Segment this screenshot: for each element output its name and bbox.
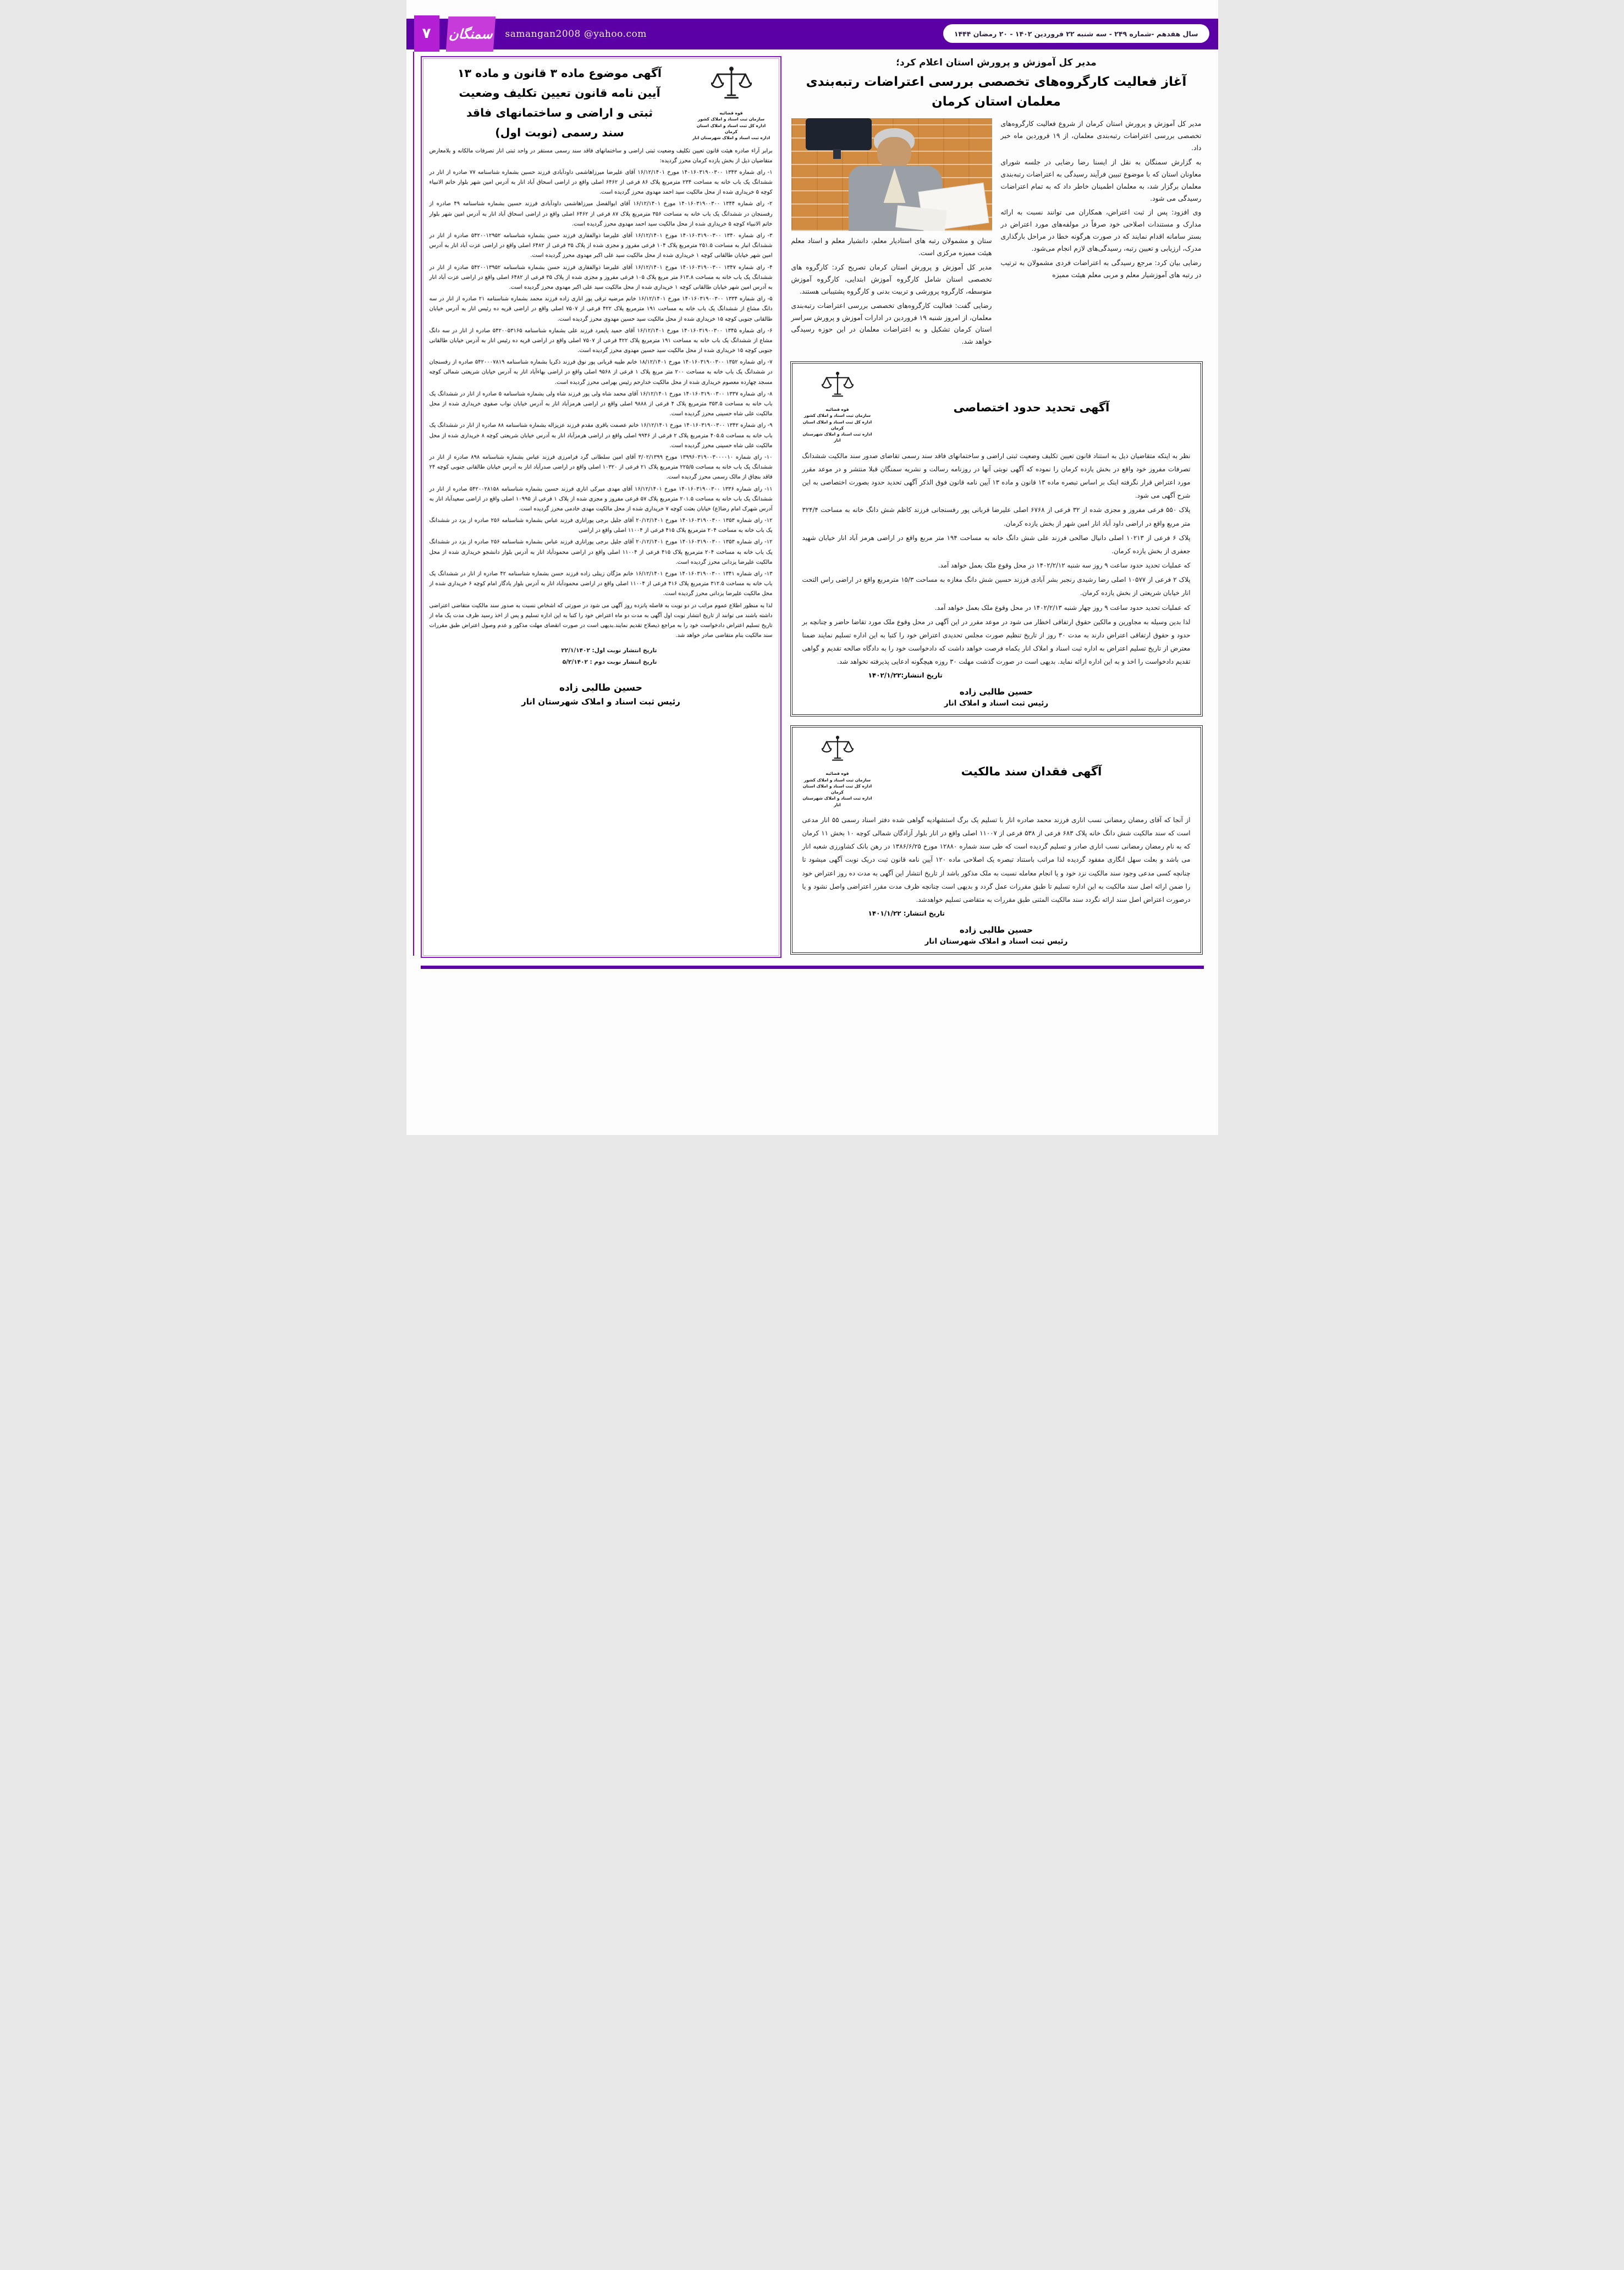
notice-body — [430, 146, 773, 669]
newspaper-page — [406, 0, 1218, 1135]
justice-logo-block — [802, 735, 873, 808]
publication-dates — [430, 645, 773, 668]
notice-item: ۱۳- رای شماره ۱۳۴۱ ۱۴۰۱۶۰۳۱۹۰۰۳۰۰ مورخ ۱۶/۱۲/۱۴۰۱ خانم مژگان زینلی زاده فرزند حسن بشماره شناسنامه ۴۲ صادره از انار در ششدانگ یک باب خانه به مساحت ۳۱۲.۵ مترمربع پلاک ۴۱۶ فرعی از ۱۱۰۰۴ اصلی واقع در اراضی محمودآباد انار به آدرس بلوار یادگار امام کوچه ۶ خریداری شده از محل مالکیت علیرضا یزدانی محرز گردیده است. — [429, 571, 773, 597]
notice-item: ۳- رای شماره ۱۳۴۰ ۱۴۰۱۶۰۳۱۹۰۰۳۰۰ مورخ ۱۶/۱۲/۱۴۰۱ آقای علیرضا ذوالفقاری فرزند حسن بشماره شناسنامه ۵۴۲۰۰۱۲۹۵۲ صادره از انار در ششدانگ انبار به مساحت ۲۵۱.۵ مترمربع پلاک ۱۰۴ فرعی مفروز و مجزی شده از پلاک ۳۵ فرعی از ۶۴۸۲ اصلی واقع در اراضی عزت آباد انار به آدرس امین شهر خیابان طالقانی کوچه ۱ خریداری شده از محل مالکیت سید علی اکبر مهدوی محرز گردیده است. — [429, 233, 773, 259]
notice-madde3 — [421, 56, 781, 958]
footer-rule — [421, 966, 1204, 969]
authority-line: سازمان ثبت اسناد و املاک کشور — [803, 413, 871, 418]
page-number-badge — [414, 15, 439, 52]
article-paragraph: رضایی گفت: فعالیت کارگروه‌های تخصصی بررسی اعتراضات رتبه‌بندی معلمان، از امروز شنبه ۱۹ فروردین در ادارات آموزش و پرورش سراسر استان کرمان تشکیل و به اعتراضات معلمان در این حوزه رسیدگی خواهد شد. — [791, 301, 992, 346]
authority-lines — [802, 770, 873, 808]
justice-logo-block — [802, 371, 873, 444]
notice-title-line: آگهی موضوع ماده ۳ قانون و ماده ۱۳ — [458, 67, 662, 80]
signature-name: حسین طالبی زاده — [959, 687, 1033, 697]
notice-title-line: ثبتی و اراضی و ساختمانهای فاقد — [466, 106, 653, 119]
signature-name: حسین طالبی زاده — [559, 682, 642, 694]
brand-name: سمنگان — [448, 26, 493, 42]
justice-logo-block — [690, 64, 773, 143]
publication-date: تاریخ انتشار:۱۴۰۲/۱/۲۲ — [868, 671, 943, 680]
notice-paragraph: لذا بدین وسیله به مجاورین و مالکین حقوق ارتفاقی اخطار می شود در موعد مقرر در این آگهی در محل وقوع ملک مورد تقاضا حاضر و چنانچه بر حدود و حقوق ارتفاقی اعتراض دارند به مدت ۳۰ روز از تاریخ تنظیم صورت مجلس تحدیدی اعتراض خود را کتبا به این اداره تسلیم نمایند ضمنا معترض از تاریخ تسلیم اعتراض به اداره ثبت اسناد و املاک انار یکماه فرصت خواهد داشت که دادخواست خود را به دادگاه صالحه تقدیم و گواهی تقدیم دادخواست را اخذ و به این اداره ارائه نماید. بدیهی است در صورت گذشت مهلت ۳۰ روزه هیچگونه ادعایی پذیرفته نخواهد شد. — [802, 618, 1191, 666]
header-bar — [406, 19, 1218, 49]
article-column-right — [1001, 118, 1202, 350]
notice-paragraph: که عملیات تحدید حدود ساعت ۹ روز چهار شنبه ۱۴۰۲/۲/۱۳ در محل وقوع ملک بعمل خواهد آمد. — [934, 603, 1191, 611]
authority-lines — [690, 110, 773, 141]
notice-header — [802, 371, 1191, 444]
authority-line: قوه قضائیه — [825, 771, 849, 776]
notice-tahdid-hodud — [790, 361, 1203, 717]
notice-title — [430, 64, 690, 143]
notice-item: ۴- رای شماره ۱۳۴۷ ۱۴۰۱۶۰۳۱۹۰۰۳۰۰ مورخ ۱۶/۱۲/۱۴۰۱ آقای علیرضا ذوالفقاری فرزند حسن بشماره شناسنامه ۵۴۲۰۰۱۳۹۵۲ صادره از انار در ششدانگ یک باب خانه به مساحت ۶۱۳.۸ متر مربع پلاک ۱۰۵ فرعی مفروز و مجزی شده از پلاک ۳۵ فرعی از ۶۴۸۲ اصلی واقع در اراضی عزت آباد انار به آدرس امین شهر خیابان طالقانی کوچه ۱ خریداری شده از محل مالکیت سید علی اکبر مهدوی محرز گردیده است. — [429, 264, 773, 290]
notice-body — [802, 449, 1191, 669]
notice-item: ۱۰- رای شماره ۱۳۹۹۶۰۳۱۹۰۰۳۰۰۰۰۱۰ مورخ ۳/۰۲/۱۳۹۹ آقای امین سلطانی گرد فرامرزی فرزند عباس بشماره شناسنامه ۸۹۸ صادره از انار در ششدانگ یک باب خانه به مساحت ۲۲۵/۵ مترمربع پلاک ۲۱ فرعی از ۱۰۳۲۰ اصلی واقع در اراضی صدرآباد انار به آدرس خیابان طالقانی جنوبی کوچه ۲۴ فاقد بنچاق از مالک رسمی محرز گردیده است. — [429, 454, 773, 481]
notice-title: آگهی فقدان سند مالکیت — [961, 765, 1102, 779]
notice-header — [802, 735, 1191, 808]
notice-item: ۱- رای شماره ۱۳۴۳ ۱۴۰۱۶۰۳۱۹۰۰۳۰۰ مورخ ۱۶/۱۲/۱۴۰۱ آقای علیرضا میرزاهاشمی داودآبادی فرزند حسین بشماره شناسنامه ۷۷ صادره از انار در ششدانگ یک باب خانه به مساحت ۲۳۴ مترمربع پلاک ۸۶ فرعی از ۶۴۶۲ اصلی واقع در اراضی اسحاق آباد انار به آدرس امین شهر بلوار خاتم الانبیاء کوچه ۵ خریداری شده از محل مالکیت سید احمد مهدوی محرز گردیده است. — [429, 169, 773, 196]
authority-lines — [802, 406, 873, 444]
monitor-shape — [806, 118, 872, 150]
article-paragraph: وی افزود: پس از ثبت اعتراض، همکاران می توانند نسبت به ارائه مدارک و مستندات اصلاحی خود صرفاً در مولفه‌های مورد اعتراض در بستر سامانه اقدام نمایند که در صورت هرگونه خطا در مراحل بارگذاری مدرک، ارزیابی و تعیین رتبه، رسیدگی‌های لازم انجام می‌شود. — [1000, 208, 1202, 253]
page-content — [406, 49, 1218, 958]
news-article — [789, 56, 1204, 356]
notice-item: ۷- رای شماره ۱۳۵۲ ۱۴۰۱۶۰۳۱۹۰۰۳۰۰ مورخ ۱۸/۱۲/۱۴۰۱ خانم طیبه قربانی پور نوق فرزند ذکریا بشماره شناسنامه ۵۴۲۰۰۰۷۸۱۹ صادره از رفسنجان در ششدانگ یک باب خانه به مساحت ۲۰۰ متر مربع پلاک ۱ فرعی از ۹۵۶۸ اصلی واقع در اراضی بهاءآباد انار به آدرس خیابان شریعتی شمالی کوچه مسجد چهارده معصوم خریداری شده از محل مالکیت خدارحم رئیس بهرامی محرز گردیده است. — [429, 359, 773, 385]
authority-line: اداره ثبت اسناد و املاک شهرستان انار — [692, 135, 770, 140]
notice-header — [430, 64, 773, 143]
notice-paragraph: پلاک ۲ فرعی از ۱۰۵۷۷ اصلی رضا رشیدی رنجبر بشر آبادی فرزند حسین شش دانگ مغازه به مساحت ۱۵/۳ مترمربع واقع در اراضی راس التحت انار خیابان شریعتی از بخش یازده کرمان. — [802, 576, 1191, 597]
notice-paragraph: نظر به اینکه متقاضیان ذیل به استناد قانون تعیین تکلیف وضعیت ثبتی اراضی و ساختمانهای فاقد سند رسمی تقاضای صدور سند مالکیت ششدانگ تصرفات مفروز خود واقع در بخش یازده کرمان را نموده که آگهی نوبتی آنها در روزنامه رسالت و نشریه سمنگان قبلا منتشر و در موعد مقرر مورد اعتراض قرار نگرفته اینک بر اساس تبصره ماده ۱۳ قانون و ماده ۱۳ آیین نامه قانون فوق الذکر آگهی تحدید حدود بصورت اختصاصی به این شرح آگهی می شود. — [802, 451, 1191, 500]
contact-email: samangan2008 @yahoo.com — [505, 29, 647, 40]
page-number: ۷ — [422, 25, 431, 42]
authority-line: قوه قضائیه — [825, 407, 849, 412]
notice-paragraph: که عملیات تحدید حدود ساعت ۹ روز سه شنبه ۱۴۰۲/۲/۱۲ در محل وقوع ملک بعمل خواهد آمد. — [938, 561, 1191, 570]
newspaper-logo — [445, 16, 495, 52]
article-kicker: مدیر کل آموزش و پرورش استان اعلام کرد؛ — [896, 57, 1097, 68]
notice-paragraph: از آنجا که آقای رمضان رمضانی نسب اناری فرزند محمد صادره انار با تسلیم یک برگ استشهادیه گواهی شده دفتر اسناد رسمی ۵۵ انار مدعی است که سند مالکیت شش دانگ خانه پلاک ۶۸۳ فرعی از ۵۳۸ فرعی از ۱۱۰۰۷ اصلی واقع در انار بلوار آزادگان شمالی کوچه ۱۰ بخش ۱۱ کرمان که به نام رمضان رمضانی نسب اناری صادر و تسلیم گردیده است که طی سند شماره ۱۲۸۸۰ مورخ ۱۳۸۶/۶/۲۵ در رهن بانک کشاورزی شعبه انار می باشد و بعلت سهل انگاری مفقود گردیده لذا مراتب باستناد تبصره یک اصلاحی ماده ۱۲۰ آیین نامه قانون ثبت دریک نوبت آگهی میشود تا چنانچه کسی مدعی وجود سند مالکیت نزد خود و یا انجام معامله نسبت به ملک مذکور باشد از تاریخ انتشار این آگهی به مدت ده روز اعتراض خود را ضمن ارائه اصل سند مالکیت به این اداره تسلیم تا طبق مقررات عمل گردد و بدیهی است چنانچه ظرف مدت مقرر اعتراضی واصل نشود و یا درصورت اعتراض اصل سند ارائه نگردد سند مالکیت المثنی طبق مقررات به متقاضی تسلیم خواهدشد. — [802, 816, 1191, 903]
article-paragraph: مدیر کل آموزش و پرورش استان کرمان از شروع فعالیت کارگروه‌های تخصصی بررسی اعتراضات رتبه‌بندی معلمان، از ۱۹ فروردین ماه خبر داد. — [1000, 120, 1202, 152]
notice-title-line: سند رسمی (نوبت اول) — [495, 125, 624, 139]
article-paragraph: رضایی بیان کرد: مرجع رسیدگی به اعتراضات فردی مشمولان به ترتیب در رتبه های آموزشیار معلم و مربی معلم هیئت ممیزه — [1000, 258, 1202, 279]
notice-item: ۱۲- رای شماره ۱۳۵۳ ۱۴۰۱۶۰۳۱۹۰۰۳۰۰ مورخ ۲۰/۱۲/۱۴۰۱ آقای جلیل برجی پوراناری فرزند عباس بشماره شناسنامه ۲۵۶ صادره از یزد در ششدانگ یک باب خانه به مساحت ۲۰۴ مترمربع پلاک ۴۱۵ فرعی از ۱۱۰۰۴ اصلی واقع در اراضی محمودآباد انار به آدرس بلوار دانشجو خریداری شده از محل مالکیت علیرضا یزدانی محرز گردیده است. — [429, 539, 773, 565]
article-column-left-text — [791, 235, 992, 348]
authority-line: اداره کل ثبت اسناد و املاک استان کرمان — [696, 123, 766, 134]
publication-date: تاریخ انتشار: ۱۴۰۱/۱/۲۲ — [868, 910, 945, 918]
notice-item: ۶- رای شماره ۱۳۴۵ ۱۴۰۱۶۰۳۱۹۰۰۳۰۰ مورخ ۱۶/۱۲/۱۴۰۱ آقای حمید پایمرد فرزند علی بشماره شناسنامه ۵۴۲۰۰۵۳۱۶۵ صادره از انار در سه دانگ مشاع از ششدانگ یک باب خانه به مساحت ۱۹۱ مترمربع پلاک ۴۲۲ فرعی از ۷۵۰۷ اصلی واقع در اراضی قریه ده رئیس انار به آدرس خیابان طالقانی جنوبی کوچه ۱۵ خریداری شده از محل مالکیت سید حسین مهدوی محرز گردیده است. — [429, 327, 773, 354]
signature-title: رئیس ثبت اسناد و املاک شهرستان انار — [521, 697, 680, 707]
article-column-left — [791, 118, 992, 350]
notice-title-line: آیین نامه قانون تعیین تکلیف وضعیت — [459, 86, 660, 100]
authority-line: سازمان ثبت اسناد و املاک کشور — [697, 117, 765, 122]
authority-line: اداره کل ثبت اسناد و املاک استان کرمان — [802, 419, 872, 431]
notice-item: ۱۲- رای شماره ۱۳۵۳ ۱۴۰۱۶۰۳۱۹۰۰۳۰۰ مورخ ۲۰/۱۲/۱۴۰۱ آقای جلیل برجی پوراناری فرزند عباس بشماره شناسنامه ۲۵۶ صادره از یزد در ششدانگ یک باب خانه به مساحت ۲۰۴ مترمربع پلاک ۴۱۵ فرعی از ۱۱۰۰۴ اصلی واقع در اراضی — [429, 517, 773, 534]
article-paragraph: مدیر کل آموزش و پرورش استان کرمان تصریح کرد: کارگروه های تخصصی استان شامل کارگروه آموزش ابتدایی، کارگروه آموزش متوسطه، کارگروه پرورشی و تربیت بدنی و کارگروه پشتیبانی هستند. — [791, 263, 992, 295]
paper-shape-2 — [895, 206, 947, 232]
authority-line: قوه قضائیه — [719, 111, 743, 115]
notice-paragraph: پلاک ۵۵۰ فرعی مفروز و مجزی شده از ۳۲ فرعی از ۶۷۶۸ اصلی علیرضا قربانی پور رفسنجانی فرزند کاظم شش دانگ خانه به مساحت ۳۲۴/۴ متر مربع واقع در اراضی داود آباد انار امین شهر از بخش یازده کرمان. — [802, 506, 1191, 527]
notice-closing: لذا به منظور اطلاع عموم مراتب در دو نوبت به فاصله پانزده روز آگهی می شود در صورتی که اشخاص نسبت به صدور سند مالکیت متقاضی اعتراضی داشته باشند می توانند از تاریخ انتشار نوبت اول آگهی به مدت دو ماه اعتراض خود را کتبا به این اداره تسلیم و پس از اخذ رسید ظرف مدت یک ماه از تاریخ تسلیم اعتراض دادخواست خود را به مراجع ذیصلاح تقدیم نمایند.بدیهی است در صورت انقضای مهلت مذکور و عدم وصول اعتراض طبق مقررات سند مالکیت بنام متقاضی صادر خواهد شد. — [429, 602, 773, 639]
notice-title: آگهی تحدید حدود اختصاصی — [953, 400, 1110, 414]
justice-scales-icon — [711, 66, 752, 107]
monitor-stand-shape — [833, 149, 841, 159]
notice-item: ۸- رای شماره ۱۳۳۷ ۱۴۰۱۶۰۳۱۹۰۰۳۰۰ مورخ ۱۶/۱۲/۱۴۰۱ آقای محمد شاه ولی پور فرزند شاه ولی بشماره شناسنامه ۵ صادره از انار در ششدانگ یک باب خانه به مساحت ۳۵۳.۵ مترمربع پلاک ۴ فرعی از ۹۸۸۸ اصلی واقع در اراضی هرمزآباد انار به آدرس خیابان نواب صفوی خریداری شده از محل مالکیت علی شاه حسینی محرز گردیده است. — [429, 390, 773, 417]
signature-block — [802, 687, 1191, 708]
article-paragraph: به گزارش سمنگان به نقل از ایسنا رضا رضایی در جلسه شورای معاونان استان که با موضوع تبیین فرآیند رسیدگی به اعتراضات رتبه‌بندی معلمان برگزار شد، به معلمان اطمینان خاطر داد که به تمام اعتراضات رسیدگی می شود. — [1000, 158, 1202, 202]
top-margin — [406, 0, 1218, 19]
issue-info-pill: سال هفدهم -شماره ۲۴۹ - سه شنبه ۲۲ فروردین ۱۴۰۲ - ۲۰ رمضان ۱۴۴۴ — [943, 24, 1209, 43]
notice-item: ۵- رای شماره ۱۳۳۴ ۱۴۰۱۶۰۳۱۹۰۰۳۰۰ مورخ ۱۶/۱۲/۱۴۰۱ خانم مرضیه ترقی پور اناری زاده فرزند محمد بشماره شناسنامه ۲۱ صادره از انار در سه دانگ مشاع از ششدانگ یک باب خانه به مساحت ۱۹۱ مترمربع پلاک ۴۲۲ فرعی از ۷۵۰۷ اصلی واقع در اراضی قریه ده رئیس انار به آدرس خیابان طالقانی جنوبی کوچه ۱۵ خریداری شده از محل مالکیت سید حسین مهدوی محرز گردیده است. — [429, 296, 773, 322]
notice-item: ۲- رای شماره ۱۳۴۴ ۱۴۰۱۶۰۳۱۹۰۰۳۰۰ مورخ ۱۶/۱۲/۱۴۰۱ آقای ابوالفضل میرزاهاشمی داودآبادی فرزند حسین بشماره شناسنامه ۴۹ صادره از رفسنجان در ششدانگ یک باب خانه به مساحت ۳۵۶ مترمربع پلاک ۸۷ فرعی از ۶۴۶۲ اصلی واقع در اراضی اسحاق آباد انار به آدرس امین شهر بلوار خاتم الانبیاء کوچه ۵ خریداری شده از محل مالکیت سید احمد مهدوی محرز گردیده است. — [429, 201, 773, 227]
authority-line: اداره کل ثبت اسناد و املاک استان کرمان — [802, 783, 872, 795]
notice-items — [430, 168, 773, 599]
signature-title: رئیس ثبت اسناد و املاک انار — [944, 699, 1049, 708]
publication-date-2: تاریخ انتشار نوبت دوم : ۵/۲/۱۴۰۲ — [562, 659, 657, 666]
authority-line: اداره ثبت اسناد و املاک شهرستان انار — [802, 432, 872, 443]
right-column-stack — [789, 56, 1204, 958]
publication-date-1: تاریخ انتشار نوبت اول: ۲۲/۱/۱۴۰۲ — [561, 647, 657, 654]
notice-paragraph: پلاک ۶ فرعی از ۱۰۲۱۳ اصلی دانیال صالحی فرزند علی شش دانگ خانه به مساحت ۱۹۴ متر مربع واقع در اراضی هرمز آباد انار خیابان شهید جعفری از بخش یازده کرمان. — [802, 533, 1191, 555]
notice-foghdan-sanad — [790, 725, 1203, 955]
signature-block — [430, 682, 773, 707]
justice-scales-icon — [822, 735, 854, 767]
signature-block — [802, 925, 1191, 946]
notice-item: ۹- رای شماره ۱۳۴۲ ۱۴۰۱۶۰۳۱۹۰۰۳۰۰ مورخ ۱۶/۱۲/۱۴۰۱ خانم عصمت باقری مقدم فرزند عزیزاله بشماره شناسنامه ۸۸ صادره از انار در ششدانگ یک باب خانه به مساحت ۴۰۵.۵ مترمربع پلاک ۲ فرعی از ۹۹۴۶ اصلی واقع در اراضی هرمزآباد انار به آدرس خیابان شریعتی کوچه ۸ خریداری شده از محل مالکیت علی شاه حسینی محرز گردیده است. — [429, 422, 773, 449]
article-headline: آغاز فعالیت کارگروه‌های تخصصی بررسی اعتراضات رتبه‌بندی معلمان استان کرمان — [806, 75, 1187, 109]
article-photo — [791, 118, 992, 231]
authority-line: اداره ثبت اسناد و املاک شهرستان انار — [802, 796, 872, 807]
signature-name: حسین طالبی زاده — [959, 925, 1033, 935]
signature-title: رئیس ثبت اسناد و املاک شهرستان انار — [924, 937, 1068, 946]
notice-intro: برابر آراء صادره هیئت قانون تعیین تکلیف وضعیت ثبتی اراضی و ساختمانهای فاقد سند رسمی مستقر در واحد ثبتی انار تصرفات مالکانه و بلامعارض متقاضیان ذیل از بخش یازده کرمان محرز گردیده: — [429, 147, 773, 164]
notice-item: ۱۱- رای شماره ۱۳۳۶ ۱۴۰۱۶۰۳۱۹۰۰۳۰۰ مورخ ۱۶/۱۲/۱۴۰۱ آقای مهدی میرکی اناری فرزند حسین بشماره شناسنامه ۵۴۲۰۰۲۸۱۵۸ صادره از انار در ششدانگ یک باب خانه به مساحت ۲۰۱.۵ مترمربع پلاک ۵۷ فرعی مفروز و مجزی شده از پلاک ۱ فرعی از ۱۰۹۹۵ اصلی واقع در اراضی سعیدآباد انار به آدرس شهرک امام رضا(ع) خیابان بعثت کوچه ۷ خریداری شده از محل مالکیت مهدی خادمی محرز گردیده است. — [429, 486, 773, 512]
justice-scales-icon — [822, 371, 854, 403]
notice-body — [802, 813, 1191, 906]
article-columns — [791, 118, 1202, 350]
article-paragraph: ستان و مشمولان رتبه های استادیار معلم، دانشیار معلم و استاد معلم هیئت ممیزه مرکزی است. — [791, 237, 992, 257]
person-head-shape — [877, 137, 911, 169]
authority-line: سازمان ثبت اسناد و املاک کشور — [803, 777, 871, 783]
